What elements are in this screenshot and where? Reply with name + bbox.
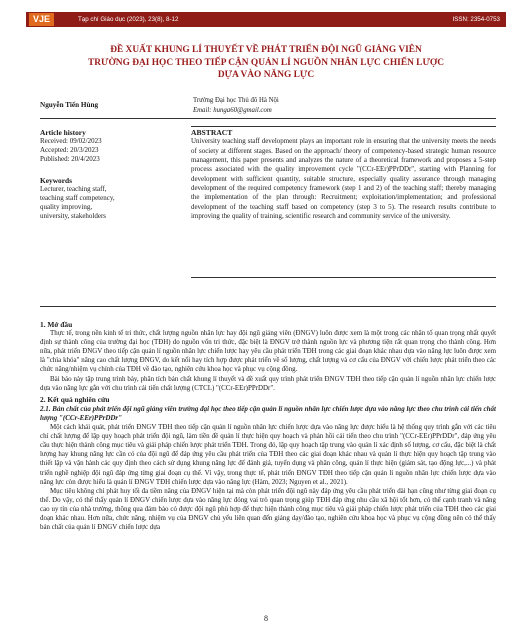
keyword-line: Lecturer, teaching staff, <box>40 185 107 193</box>
paper-title <box>60 44 472 82</box>
divider <box>40 306 496 307</box>
abstract-text: University teaching staff development plays an important role in ensuring that the university meets the needs of society at different stages. Based on the approach/ theory of competency-based strategic human resource management, this paper presents and analyzes the nature of a theoretical framework and proposes a 5-step process associated with the quality improvement cycle "(CCr-EEr)PPrDDr", starting with Planning for development with sufficient quantity, suitable structure, especially quality assurance through managing development of the required competency framework (step 1 and 2) of the teaching staff; thereby managing the implementation of the plan through: Recruitment; exploitation/implementation; and professional development of the teaching staff based on competency (step 3 to 5). The research results contribute to improving the quality of training, scientific research and community service of the university. <box>191 137 496 221</box>
journal-citation: Tạp chí Giáo dục (2023), 23(8), 8-12 <box>78 16 179 23</box>
body-text <box>40 318 496 610</box>
issn-label: ISSN: 2354-0753 <box>452 16 500 23</box>
affiliation: Trường Đại học Thủ đô Hà Nội <box>193 97 279 104</box>
paragraph: Bài báo này tập trung trình bày, phân tích bản chất khung lí thuyết và đề xuất quy trình phát triển ĐNGV TĐH theo tiếp cận quản lí nguồn nhân lực chiến lược dựa vào năng lực gắn với chu trình cải tiến chất lượng (CTCL) "(CCr-EEr)PPrDDr". <box>40 374 496 392</box>
journal-logo: VJE <box>29 13 54 26</box>
title-line: ĐỀ XUẤT KHUNG LÍ THUYẾT VỀ PHÁT TRIỂN ĐỘI NGŨ GIẢNG VIÊN <box>110 45 422 55</box>
keyword-line: teaching staff competency, <box>40 194 115 202</box>
subsection-heading: 2.1. Bản chất của phát triển đội ngũ giảng viên trường đại học theo tiếp cận quản lí nguồn nhân lực chiến lược dựa vào năng lực theo chu trình cải tiến chất lượng "(CCr-EEr)PPrDDr" <box>40 404 496 422</box>
paragraph: Thực tế, trong nền kinh tế tri thức, chất lượng nguồn nhân lực hay đội ngũ giảng viên (ĐNGV) luôn được xem là một trong các nhân tố quan trọng nhất quyết định sự thành công của trường đại học (TĐH) do nguồn vốn tri thức, đặc biệt là ĐNGV trở thành nguồn lực và phương tiện rất quan trọng cho thành công. Hơn nữa, phát triển ĐNGV theo tiếp cận quản lí nguồn nhân lực chiến lược hay yêu cầu phát triển TĐH trong các giai đoạn khác nhau dựa vào năng lực luôn được xem là "chìa khóa" nâng cao chất lượng ĐNGV, do kết nối hay tích hợp được phát triển về số lượng, chất lượng và cơ cấu của ĐNGV với chiến lược phát triển theo các chức năng/nhiệm vụ chính của TĐH về đào tạo, nghiên cứu khoa học và phục vụ cộng đồng. <box>40 329 496 374</box>
published-date: Published: 20/4/2023 <box>40 155 100 163</box>
paragraph: Mục tiêu không chỉ phát huy tối đa tiềm năng của ĐNGV hiện tại mà còn phát triển đội ngũ này đáp ứng yêu cầu phát triển dài hạn cũng như từng giai đoạn cụ thể. Do vậy, có thể thấy quản lí ĐNGV chiến lược dựa vào năng lực đóng vai trò quan trọng giúp TĐH đáp ứng nhu cầu xã hội tốt hơn, có thể cạnh tranh và nâng cao uy tín của nhà trường, thông qua đảm bảo có được đội ngũ phù hợp để thực hiện thành công mục tiêu và giải pháp chiến lược phát triển của TĐH theo các giai đoạn khác nhau. Hơn nữa, chức năng, nhiệm vụ của ĐNGV chủ yếu liên quan đến giảng dạy/đào tạo, nghiên cứu khoa học và phục vụ cộng đồng nên có thể thấy bản chất của quản lí ĐNGV chiến lược dựa <box>40 486 496 532</box>
journal-header-bar <box>26 12 506 27</box>
paragraph: Một cách khái quát, phát triển ĐNGV TĐH theo tiếp cận quản lí nguồn nhân lực chiến lược dựa vào năng lực được hiểu là hệ thống quy trình gắn với các tiêu chí chất lượng để lập quy hoạch phát triển đội ngũ, làm tiền đề quản lí thực hiện quy hoạch và phản hồi cải tiến theo chu trình "(CCr-EEr)PPrDDr", đáp ứng yêu cầu thực hiện thành công mục tiêu và giải pháp chiến lược phát triển TĐH. Trong đó, lập quy hoạch tập trung vào quản lí xác định số lượng, cơ cấu, đặc biệt là chất lượng hay khung năng lực cần có của đội ngũ để đáp ứng yêu cầu phát triển của TĐH theo các giai đoạn khác nhau và quản lí thực hiện quy hoạch tập trung vào thiết lập và vận hành các quy định theo cách sử dụng khung năng lực để đánh giá, tuyển dụng và phân công, quản lí thực hiện (giám sát, tạo động lực,...) và phát triển nghề nghiệp đội ngũ đáp ứng từng giai đoạn cụ thể. Vì vậy, trong thực tế, phát triển ĐNGV TĐH theo tiếp cận quản lí nguồn nhân lực chiến lược dựa vào năng lực còn được hiểu là quản lí ĐNGV TĐH chiến lược dựa vào năng lực (Hàm, 2023; Nguyen et al., 2021). <box>40 423 496 486</box>
keywords-list <box>40 185 180 221</box>
author-affiliation-block <box>193 96 279 116</box>
title-line: DỰA VÀO NĂNG LỰC <box>217 70 315 80</box>
author-email: Email: hunga60@gmail.com <box>193 107 272 114</box>
keyword-line: university, stakeholders <box>40 212 107 220</box>
page-number: 8 <box>264 614 268 623</box>
keywords-heading: Keywords <box>40 176 73 185</box>
abstract-heading: ABSTRACT <box>191 128 233 137</box>
title-line: TRƯỜNG ĐẠI HỌC THEO TIẾP CẬN QUẢN LÍ NGUỒN NHÂN LỰC CHIẾN LƯỢC <box>88 57 444 68</box>
article-history-heading: Article history <box>40 128 86 137</box>
section-heading: 1. Mở đầu <box>40 320 73 329</box>
abstract-section <box>191 126 496 278</box>
accepted-date: Accepted: 20/3/2023 <box>40 146 99 154</box>
received-date: Received: 09/02/2023 <box>40 137 102 145</box>
author-name: Nguyễn Tiến Hùng <box>40 101 99 109</box>
divider <box>40 118 496 119</box>
keyword-line: quality improving, <box>40 203 93 211</box>
article-info-column <box>40 128 180 221</box>
section-heading: 2. Kết quả nghiên cứu <box>40 394 110 404</box>
